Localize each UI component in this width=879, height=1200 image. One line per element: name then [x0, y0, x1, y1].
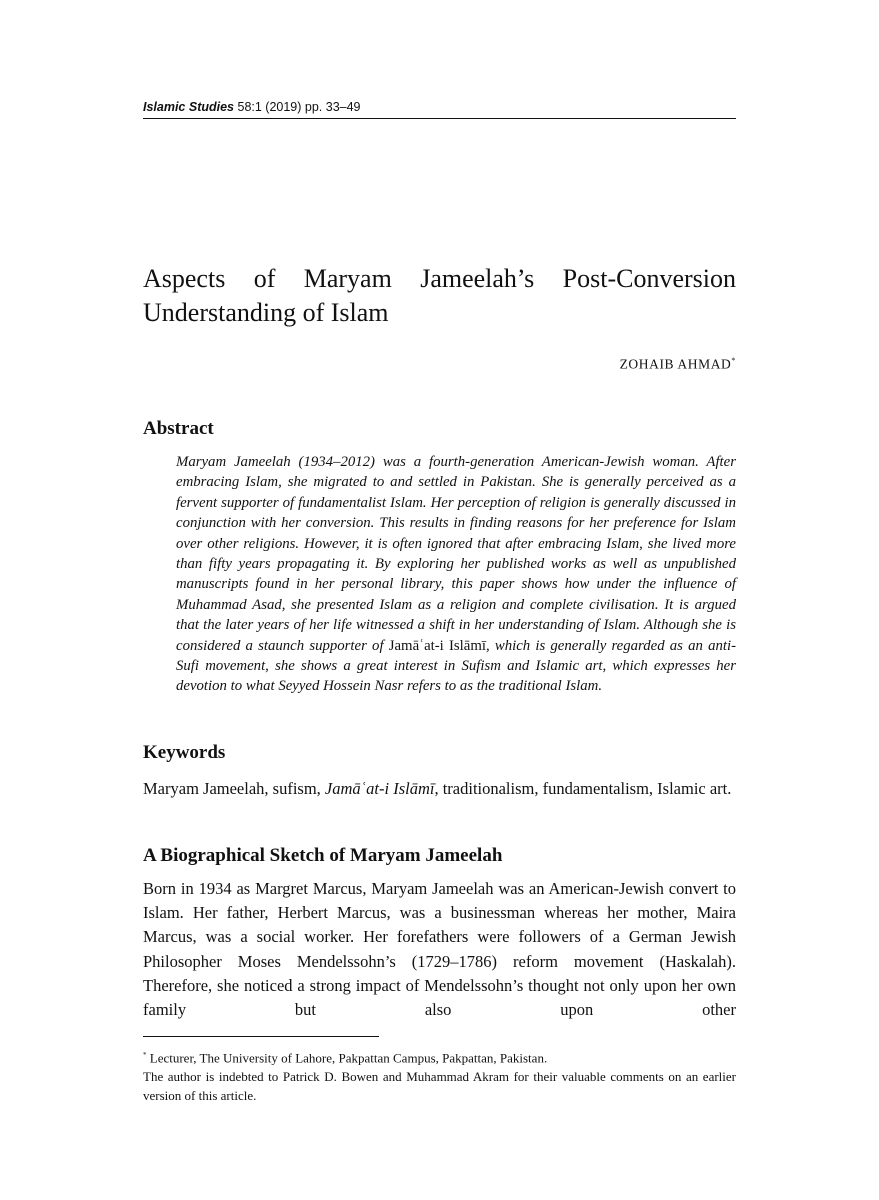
keywords-term: Jamāʿat-i Islāmī — [324, 779, 435, 798]
running-header — [143, 100, 736, 119]
abstract-text-part-2: , which is generally regarded as an anti-Sufi movement, she shows a great interest in Sufism and Islamic art, which expresses her devotion to what Seyyed Hossein Nasr refers to as the traditional Islam. — [176, 637, 737, 695]
abstract-heading: Abstract — [143, 418, 214, 439]
section-body: Born in 1934 as Margret Marcus, Maryam Jameelah was an American-Jewish convert to Islam. Her father, Herbert Marcus, was a businessman whereas her mother, Maira Marcus, was a social worker. Her forefathers were followers of a German Jewish Philosopher Moses Mendelssohn’s (1729–1786) reform movement (Haskalah). Therefore, she noticed a strong impact of Mendelssohn’s thought not only upon her own family but also upon other — [143, 879, 736, 1020]
footnote-line-1: Lecturer, The University of Lahore, Pakpattan Campus, Pakpattan, Pakistan. — [146, 1050, 548, 1066]
article-title — [143, 262, 736, 330]
journal-name: Islamic Studies — [143, 100, 235, 114]
journal-citation: 58:1 (2019) pp. 33–49 — [234, 100, 361, 114]
section-heading: A Biographical Sketch of Maryam Jameelah — [143, 845, 503, 866]
author-text: ZOHAIB AHMAD — [619, 356, 732, 372]
footnote — [143, 1046, 736, 1105]
abstract-body — [176, 452, 736, 697]
keywords-body — [143, 776, 736, 801]
author-name — [620, 356, 736, 373]
author-footnote-mark: * — [731, 356, 736, 365]
title-line-1: Aspects of Maryam Jameelah’s Post-Conversion — [143, 264, 736, 293]
footnote-divider — [143, 1036, 379, 1037]
keywords-part-1: Maryam Jameelah, sufism, — [143, 779, 325, 798]
title-line-2: Understanding of Islam — [143, 298, 389, 327]
abstract-term: Jamāʿat-i Islāmī — [388, 637, 486, 654]
footnote-mark: * — [143, 1051, 147, 1059]
abstract-text-part-1: Maryam Jameelah (1934–2012) was a fourth-generation American-Jewish woman. After embracing Islam, she migrated to and settled in Pakistan. She is generally perceived as a fervent supporter of fundamentalist Islam. Her perception of religion is generally discussed in conjunction with her conversion. This results in finding reasons for her preference for Islam over other religions. However, it is often ignored that after embracing Islam, she lived more than fifty years propagating it. By exploring her published works as well as unpublished manuscripts found in her personal library, this paper shows how under the influence of Muhammad Asad, she presented Islam as a religion and complete civilisation. It is argued that the later years of her life witnessed a shift in her understanding of Islam. Although she is considered a staunch supporter of — [176, 454, 736, 654]
keywords-heading: Keywords — [143, 742, 226, 763]
footnote-line-2: The author is indebted to Patrick D. Bowen and Muhammad Akram for their valuable comments on an earlier version of this article. — [143, 1069, 736, 1104]
keywords-part-2: , traditionalism, fundamentalism, Islamic art. — [434, 779, 732, 798]
